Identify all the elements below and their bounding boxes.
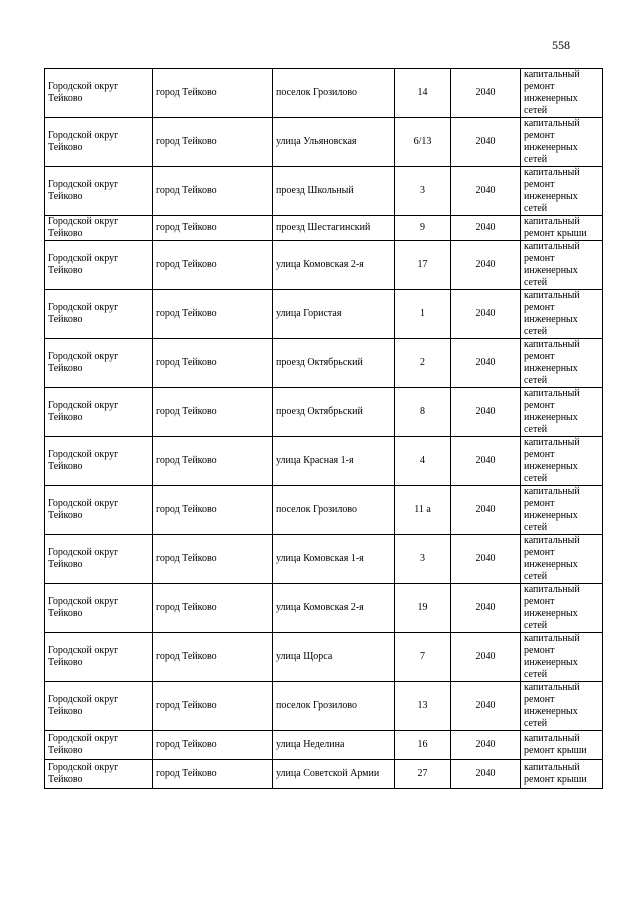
records-table-body	[45, 69, 603, 789]
work-type-cell: капитальный ремонт инженерных сетей	[521, 118, 603, 167]
year-cell: 2040	[451, 118, 521, 167]
year-cell: 2040	[451, 535, 521, 584]
year-cell: 2040	[451, 69, 521, 118]
work-type-cell: капитальный ремонт инженерных сетей	[521, 241, 603, 290]
street-cell: проезд Шестагинский	[273, 216, 395, 241]
year-cell: 2040	[451, 437, 521, 486]
work-type-cell: капитальный ремонт инженерных сетей	[521, 339, 603, 388]
district-cell: Городской округ Тейково	[45, 216, 153, 241]
year-cell: 2040	[451, 290, 521, 339]
city-cell: город Тейково	[153, 241, 273, 290]
house-number-cell: 11 а	[395, 486, 451, 535]
district-cell: Городской округ Тейково	[45, 437, 153, 486]
year-cell: 2040	[451, 167, 521, 216]
house-number-cell: 8	[395, 388, 451, 437]
city-cell: город Тейково	[153, 388, 273, 437]
city-cell: город Тейково	[153, 731, 273, 760]
table-row	[45, 535, 603, 584]
house-number-cell: 3	[395, 535, 451, 584]
page-number: 558	[552, 38, 570, 52]
street-cell: проезд Октябрьский	[273, 339, 395, 388]
house-number-cell: 17	[395, 241, 451, 290]
table-row	[45, 241, 603, 290]
district-cell: Городской округ Тейково	[45, 486, 153, 535]
house-number-cell: 4	[395, 437, 451, 486]
district-cell: Городской округ Тейково	[45, 584, 153, 633]
table-row	[45, 486, 603, 535]
table-row	[45, 388, 603, 437]
street-cell: улица Ульяновская	[273, 118, 395, 167]
table-row	[45, 682, 603, 731]
street-cell: улица Комовская 1-я	[273, 535, 395, 584]
district-cell: Городской округ Тейково	[45, 118, 153, 167]
district-cell: Городской округ Тейково	[45, 682, 153, 731]
table-row	[45, 760, 603, 789]
district-cell: Городской округ Тейково	[45, 731, 153, 760]
house-number-cell: 14	[395, 69, 451, 118]
city-cell: город Тейково	[153, 290, 273, 339]
table-row	[45, 584, 603, 633]
district-cell: Городской округ Тейково	[45, 633, 153, 682]
work-type-cell: капитальный ремонт инженерных сетей	[521, 437, 603, 486]
district-cell: Городской округ Тейково	[45, 69, 153, 118]
district-cell: Городской округ Тейково	[45, 760, 153, 789]
table-row	[45, 731, 603, 760]
work-type-cell: капитальный ремонт инженерных сетей	[521, 167, 603, 216]
street-cell: улица Советской Армии	[273, 760, 395, 789]
district-cell: Городской округ Тейково	[45, 535, 153, 584]
house-number-cell: 19	[395, 584, 451, 633]
year-cell: 2040	[451, 486, 521, 535]
city-cell: город Тейково	[153, 760, 273, 789]
work-type-cell: капитальный ремонт инженерных сетей	[521, 633, 603, 682]
street-cell: улица Щорса	[273, 633, 395, 682]
records-table	[44, 68, 603, 789]
year-cell: 2040	[451, 682, 521, 731]
work-type-cell: капитальный ремонт инженерных сетей	[521, 290, 603, 339]
street-cell: поселок Грозилово	[273, 486, 395, 535]
district-cell: Городской округ Тейково	[45, 388, 153, 437]
table-row	[45, 216, 603, 241]
table-row	[45, 290, 603, 339]
street-cell: улица Неделина	[273, 731, 395, 760]
city-cell: город Тейково	[153, 682, 273, 731]
street-cell: проезд Школьный	[273, 167, 395, 216]
year-cell: 2040	[451, 216, 521, 241]
work-type-cell: капитальный ремонт крыши	[521, 216, 603, 241]
work-type-cell: капитальный ремонт инженерных сетей	[521, 69, 603, 118]
house-number-cell: 16	[395, 731, 451, 760]
city-cell: город Тейково	[153, 633, 273, 682]
table-row	[45, 167, 603, 216]
city-cell: город Тейково	[153, 216, 273, 241]
work-type-cell: капитальный ремонт крыши	[521, 760, 603, 789]
district-cell: Городской округ Тейково	[45, 339, 153, 388]
city-cell: город Тейково	[153, 167, 273, 216]
street-cell: проезд Октябрьский	[273, 388, 395, 437]
house-number-cell: 13	[395, 682, 451, 731]
table-row	[45, 437, 603, 486]
city-cell: город Тейково	[153, 437, 273, 486]
house-number-cell: 3	[395, 167, 451, 216]
city-cell: город Тейково	[153, 339, 273, 388]
work-type-cell: капитальный ремонт инженерных сетей	[521, 584, 603, 633]
work-type-cell: капитальный ремонт инженерных сетей	[521, 682, 603, 731]
year-cell: 2040	[451, 584, 521, 633]
city-cell: город Тейково	[153, 584, 273, 633]
work-type-cell: капитальный ремонт инженерных сетей	[521, 388, 603, 437]
work-type-cell: капитальный ремонт инженерных сетей	[521, 486, 603, 535]
street-cell: улица Комовская 2-я	[273, 584, 395, 633]
year-cell: 2040	[451, 633, 521, 682]
street-cell: улица Комовская 2-я	[273, 241, 395, 290]
district-cell: Городской округ Тейково	[45, 167, 153, 216]
district-cell: Городской округ Тейково	[45, 241, 153, 290]
district-cell: Городской округ Тейково	[45, 290, 153, 339]
house-number-cell: 6/13	[395, 118, 451, 167]
street-cell: улица Красная 1-я	[273, 437, 395, 486]
work-type-cell: капитальный ремонт инженерных сетей	[521, 535, 603, 584]
city-cell: город Тейково	[153, 69, 273, 118]
house-number-cell: 27	[395, 760, 451, 789]
street-cell: улица Гористая	[273, 290, 395, 339]
city-cell: город Тейково	[153, 486, 273, 535]
year-cell: 2040	[451, 388, 521, 437]
city-cell: город Тейково	[153, 535, 273, 584]
year-cell: 2040	[451, 241, 521, 290]
year-cell: 2040	[451, 760, 521, 789]
table-row	[45, 339, 603, 388]
table-row	[45, 118, 603, 167]
year-cell: 2040	[451, 339, 521, 388]
year-cell: 2040	[451, 731, 521, 760]
house-number-cell: 9	[395, 216, 451, 241]
house-number-cell: 2	[395, 339, 451, 388]
house-number-cell: 1	[395, 290, 451, 339]
table-row	[45, 69, 603, 118]
city-cell: город Тейково	[153, 118, 273, 167]
street-cell: поселок Грозилово	[273, 682, 395, 731]
street-cell: поселок Грозилово	[273, 69, 395, 118]
house-number-cell: 7	[395, 633, 451, 682]
work-type-cell: капитальный ремонт крыши	[521, 731, 603, 760]
table-row	[45, 633, 603, 682]
